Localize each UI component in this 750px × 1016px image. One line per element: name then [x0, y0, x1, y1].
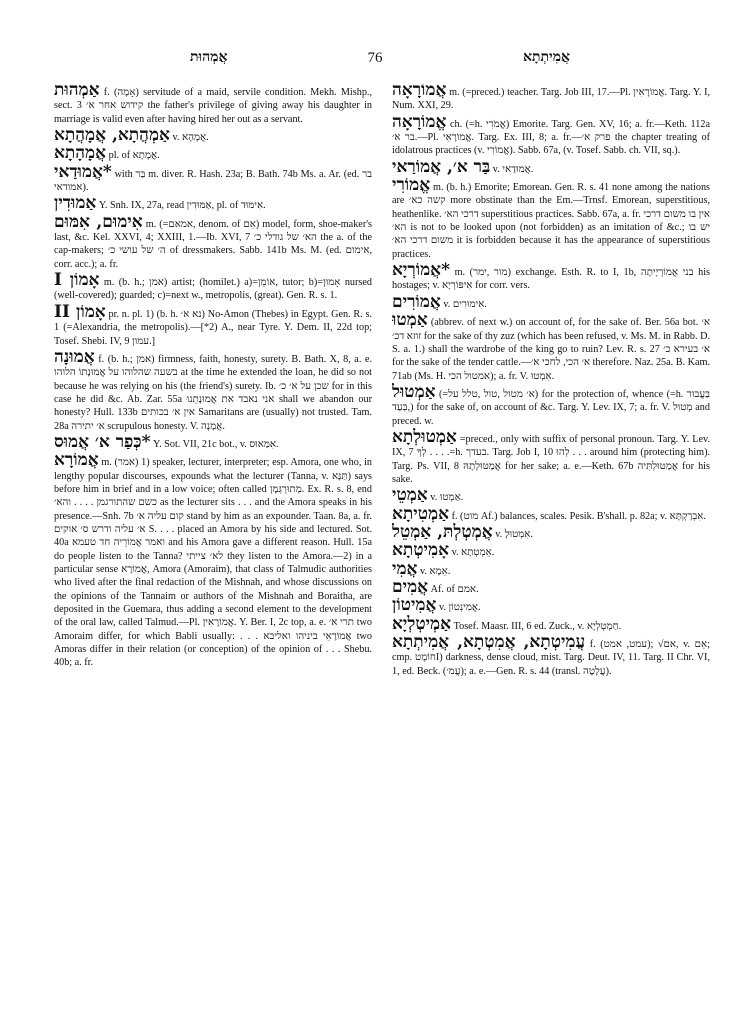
entry-headword: אַמְטִיתָא: [392, 503, 450, 524]
entry-headword: אַמְהֲתָא, אֲמָהֲתָא: [54, 125, 170, 146]
dictionary-entry: [54, 450, 372, 670]
dictionary-entry: [392, 595, 710, 616]
entry-headword: אֲמִיטוֹן: [392, 595, 437, 616]
entry-definition: (abbrev. of next w.) on account of, for the sake of. Ber. 56a bot. א׳ זוזא דכ׳ for the sake of thy zuz (which has been refused, v. Ms. M. in Rabb. D. S. a. 1.) shall the wardrobe of the king go to ruin? Lev. R. s. 27 א׳ בעירא כ׳ for the sake of the tender cattle.—א׳ הכי, לחכי א׳ therefore. Naz. 25a. B. Kam. 71ab (Ms. H. אמטול הכי); a. fr. V. אִמְטוּ.: [392, 317, 710, 382]
entry-definition: m. (מור ,ימר) exchange. Esth. R. to I, 1b, בני אֲמוֹרְיָיתָה his hostages; v. אִיפּוֹרְיָא for corr. vers.: [392, 267, 710, 292]
entry-headword: אֲמוֹרָא: [54, 450, 99, 471]
right-column: [392, 84, 710, 1006]
entry-headword: אִימוּם, אִמּוּם: [54, 211, 143, 232]
dictionary-entry: [392, 521, 710, 542]
entry-headword: אָמִיטְתָא: [392, 540, 450, 561]
entry-definition: (=א׳ מטול ,טול ,טלל על) for the protection of, whence (=h. בַּעֲבוּר ,בְּעַד) for the sake of, on account of &c. Targ. Y. Lev. IX, 7; a. fr. V. מְטוּל and preced. w.: [392, 388, 710, 427]
entry-headword: בַּר א׳, אֲמוֹרַאי: [392, 156, 491, 177]
dictionary-entry: [392, 540, 710, 561]
entry-definition: v. אַמְטוּ.: [430, 492, 464, 504]
entry-definition: f. (b. h.; אמן) firmness, faith, honesty, surety. B. Bath. X, 8, a. e. בשעה שהלוהו על אֲמוּנָתוֹ הלוהו at the time he extended the loan, he did so not because he was relying on his (the friend's) surety. Ib. שכן על א׳ כ׳ for in this case he did &c. Ab. Zar. 55a אני נאבד את אֲמוּנָתֵנוּ shall we abandon our honesty? Hull. 133b אין א׳ בכותים Samaritans are (usually) not trusted. Tam. 28a א׳ יתירה scrupulous honesty. V. אֲמָנָה.: [54, 353, 372, 432]
dictionary-entry: [54, 143, 372, 164]
dictionary-entry: [54, 431, 372, 452]
dictionary-entry: [54, 301, 372, 348]
entry-headword: *כְּפַר א׳ אֲמוּס: [54, 431, 151, 452]
entry-headword: אַמוּדִין: [54, 193, 97, 214]
entry-definition: with בַּר m. diver. R. Hash. 23a; B. Bath. 74b Ms. a. Ar. (ed. בר אמודאי).: [54, 168, 372, 194]
entry-definition: v. אֲמוּדַאי.: [492, 163, 534, 175]
page-number: 76: [367, 50, 383, 66]
dictionary-entry: [392, 632, 710, 678]
entry-definition: v. אִמְטוּלָ.: [495, 528, 533, 540]
dictionary-entry: [392, 613, 710, 634]
dictionary-entry: [54, 211, 372, 271]
entry-definition: ch. (=h. אֱמֹרִי) Emorite. Targ. Gen. XV, 16; a. fr.—Keth. 112a בר א׳.—Pl. אֱמוֹרָאֵי. Targ. Ex. III, 8; a. fr.—פרק א׳ the chapter treating of idolatrous practices (v. אֱמוֹרִי). Sabb. 67a, (v. Tosef. Sabb. ch. VII, sq.).: [392, 118, 710, 157]
entry-headword: אֲמוּנָה: [54, 346, 95, 367]
entry-headword: אַמְטוּ: [392, 310, 428, 331]
entry-definition: Y. Snh. IX, 27a, read אַמּוּדִין, pl. of אִימּוּד.: [98, 200, 266, 212]
dictionary-entry: [392, 156, 710, 177]
page-header: [40, 50, 710, 72]
entry-headword: אֲמִי: [392, 558, 418, 579]
entry-headword: אֱמוֹרִי: [392, 175, 431, 196]
dictionary-entry: [392, 260, 710, 293]
dictionary-entry: [392, 381, 710, 428]
dictionary-entry: [392, 485, 710, 506]
dictionary-entry: [392, 111, 710, 158]
entry-definition: m. (=preced.) teacher. Targ. Job III, 17.—Pl. אֲמוֹרָאִין. Targ. Y. I, Num. XXI, 29.: [392, 87, 710, 112]
entry-definition: v. אֵמְטְתָא.: [451, 547, 495, 559]
entry-headword: *אֲמוּדַאי: [54, 161, 112, 182]
dictionary-entry: [392, 291, 710, 312]
header-left-word: אֲמְהוּת: [190, 50, 228, 65]
entry-headword: אַמְהוּת: [54, 84, 100, 100]
entry-definition: m. (b. h.; אמן) artist; (homilet.) a)=אוֹמֵן, tutor; b)=אָמוּן nursed (well-covered); guarded; c)=next w., metropolis, (great). Gen. R. s. 1.: [54, 277, 372, 302]
left-column: [54, 84, 372, 1006]
dictionary-entry: [54, 346, 372, 433]
entry-headword: אֲמָהָתָא: [54, 143, 107, 164]
dictionary-entry: [392, 426, 710, 486]
entry-headword: אֱמוֹרָאָה: [392, 111, 447, 132]
entry-headword: *אֲמוֹרְיָא: [392, 260, 450, 281]
entry-headword: אַמְטֵי: [392, 485, 428, 506]
entry-definition: f. (אָמָה) servitude of a maid, servile condition. Mekh. Mishp., sect. 3 קידוש אחר א׳ the father's privilege of giving away his daughter in marriage is valid even after having hired her out as a servant.: [54, 87, 372, 125]
dictionary-entry: [392, 175, 710, 261]
header-right-word: אֲמִיתְתָא: [522, 50, 570, 65]
entry-headword: אַמְיטְלְיָא: [392, 613, 452, 634]
entry-headword: אַמְטוּל: [392, 381, 436, 402]
dictionary-entry: [392, 503, 710, 524]
dictionary-entry: [54, 84, 372, 126]
entry-headword: אֲמְטְלְתּ, אַמְטֵל: [392, 521, 493, 542]
entry-definition: v. אִימוּרִים.: [443, 298, 487, 310]
entry-definition: m. (=אמאם, denom. of אֵם) model, form, shoe-maker's last, &c. Kel. XXVI, 4; XXIII, 1.—Ib. XVI, 7 הא׳ של גודלי כ׳ the a. of the cap-makers; ה׳ של עושי כ׳ of dressmakers. Sabb. 141b Ms. M. (ed. אימום, corr. acc.); a. fr.: [54, 218, 372, 270]
entry-definition: f. (עמט, אמט); √אם, v. אֵם; cmp. חוֹמֶטI) darkness, dense cloud, mist. Targ. Deut. IV, 11. Targ. II Chr. VI, 1, ed. Beck. (עֲמ׳); a. e.—Gen. R. s. 44 (transl. עֲלָטָה).: [392, 639, 710, 677]
dictionary-entry: [54, 270, 372, 303]
entry-headword: אָמוֹן II: [54, 301, 106, 322]
entry-headword: אֲמִים: [392, 577, 429, 597]
entry-definition: m. (b. h.) Emorite; Emorean. Gen. R. s. 41 none among the nations are קשה כא׳ more obstinate than the Em.—Trnsf. Emorean, superstitious, heathenlike. דרכי הא׳ superstitious practices. Sabb. 67a, a. fr. אין בו משום דרכי הא׳ is not to be looked upon (not forbidden) as an imitation of &c.; יש בו משום דרכי הא׳ it is forbidden because it has the appearance of superstitious practices.: [392, 182, 710, 260]
entry-headword: אַמְטוּלְתָא: [392, 426, 457, 447]
entry-definition: Af. of אמם.: [430, 584, 479, 595]
dictionary-entry: [54, 193, 372, 214]
dictionary-entry: [392, 558, 710, 579]
entry-definition: v. אֲמִינְטוֹן.: [438, 602, 481, 614]
entry-headword: אֲמוֹרָאָה: [392, 84, 447, 100]
dictionary-entry: [392, 577, 710, 597]
entry-definition: Y. Sot. VII, 21c bot., v. אִמַּאוּס.: [153, 438, 279, 450]
dictionary-entry: [392, 84, 710, 113]
dictionary-entry: [54, 125, 372, 146]
entry-definition: v. אֲמָהָא.: [172, 132, 209, 144]
entry-definition: pl. of אֲמָתָא.: [108, 150, 160, 162]
entry-definition: f. (מוט Af.) balances, scales. Pesik. B'shall. p. 82a; v. אִבְרַקְתָּא.: [451, 510, 706, 522]
entry-definition: Tosef. Maasr. III, 6 ed. Zuck., v. חַמְטְלְיָא.: [453, 620, 622, 632]
entry-definition: m. (אמר) 1) speaker, lecturer, interpreter; esp. Amora, one who, in lengthy popular discourses, expounds what the lecturer (Tanna, v. תַּנָּא) says before him in brief and in a low voice; often called מְתוּרְגְּמָן. Ex. R. s. 8, end כשם שהתורגמן . . . . והא׳ as the lecturer sits . . . and the Amora speaks in his presence.—Snh. 7b קום עליה א׳ stand by him as an expounder. Taan. 8a, a. fr. א׳ עליה ודרש ס׳ אוקים S. . . . placed an Amora by his side and lectured. Sot. 40a ואמר אֲמוֹרֵיה חד טעמא and his Amora gave a different reason. Hull. 15a do people listen to the Tanna? לא׳ צייתי they listen to the Amora.—2) in a particular sense אֲמוֹרָא, Amora (Amoraim), that class of Talmudic authorities who lived after the final redaction of the Mishnah, and whose discussions on the opinions of the Tannaim or authors of the Mishnah and Boraitha, are deposited in the Guemara, thus adding a second element to the development of the oral law, called Talmud.—Pl. אֲמוֹרָאִין. Y. Ber. I, 2c top, a. e. תרי א׳ two Amoraim differ, for which Babli usually: . . . אֲמוֹרָאֵי ביניהו ואליבא two Amoras differ in their relation (or conception) of the opinion of . . . Shebu. 40b; a. fr.: [54, 457, 372, 669]
entry-headword: אָמוֹן I: [54, 270, 100, 291]
entry-headword: אֲמוֹרִים: [392, 291, 441, 312]
entry-headword: עֲמִיטְתָא, אֲמִטְתָא, אֲמִיתְתָא: [392, 632, 586, 653]
entry-definition: pr. n. pl. 1) (b. h. נא א׳) No-Amon (Thebes) in Egypt. Gen. R. s. 1 (=Alexandria, the metropolis).—[*2) A., near Tyre. Y. Dem. II, 22d top; Tosef. Shebi. IV, 9 עמון.]: [54, 308, 372, 347]
entry-definition: v. אֵמָא.: [420, 565, 451, 577]
dictionary-entry: [54, 161, 372, 195]
dictionary-entry: [392, 310, 710, 383]
entry-definition: =preced., only with suffix of personal pronoun. Targ. Y. Lev. IX, 7 לְךָ . . . .=h. בעדך. Targ. Job I, 10 לְהוּ . . . around him (protecting him). Targ. Ps. VII, 8 אֲמַטּוּלְתָהּ for her sake; a. e.—Keth. 67b אֲמַטּוּלְתִּיה for his sake.: [392, 433, 710, 485]
